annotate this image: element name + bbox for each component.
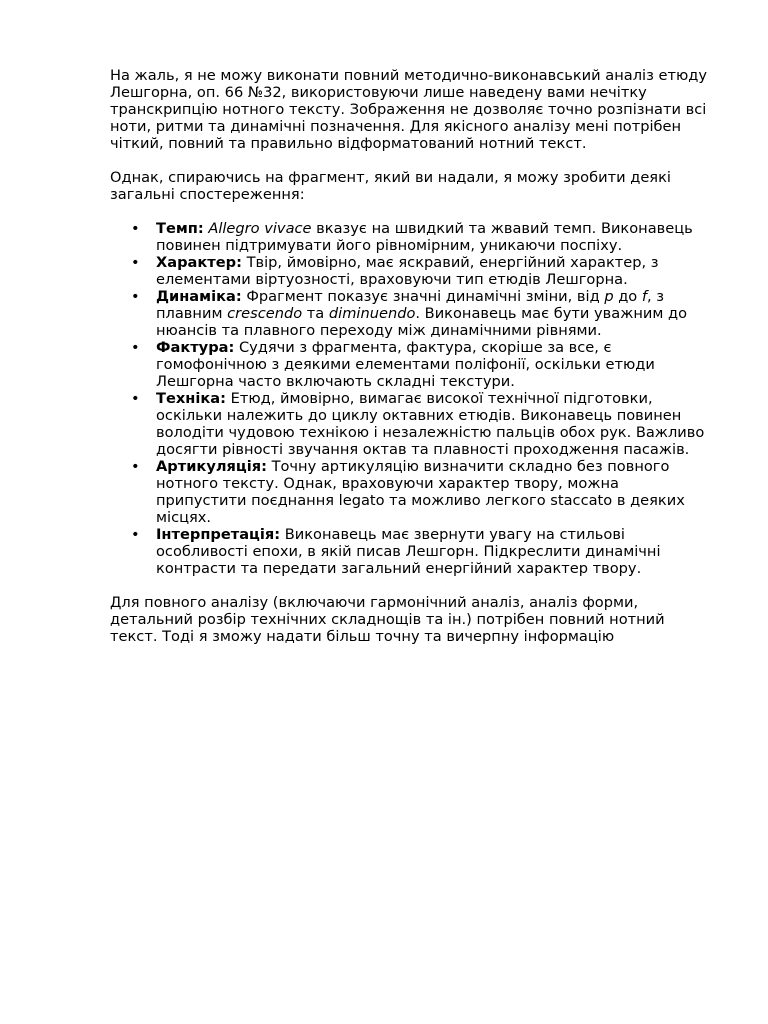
term-label: Темп: <box>156 220 204 237</box>
list-item-character <box>110 254 710 288</box>
item-text: Етюд, ймовірно, вимагає високої технічної підготовки, оскільки належить до циклу октавних етюдів. Виконавець повинен володіти чудовою технікою і незалежністю пальців обох рук. Важливо досягти рівності звучання октав та плавності проходження пасажів. <box>156 390 705 458</box>
item-italic-text: f <box>641 288 648 305</box>
list-item-texture <box>110 339 710 390</box>
item-text: та <box>302 305 329 322</box>
term-label: Артикуляція: <box>156 458 267 475</box>
item-italic-text: Allegro vivace <box>208 220 312 237</box>
outro-paragraph: Для повного аналізу (включаючи гармонічний аналіз, аналіз форми, детальний розбір технічних складнощів та ін.) потрібен повний нотний текст. Тоді я зможу надати більш точну та вичерпну інформацію <box>110 594 665 645</box>
bullet-icon: • <box>131 288 140 305</box>
bullet-icon: • <box>131 526 140 543</box>
list-item-dynamics <box>110 288 710 339</box>
item-text: , з плавним <box>156 288 665 322</box>
item-italic-text: crescendo <box>227 305 303 322</box>
item-text: Фрагмент показує значні динамічні зміни, від <box>241 288 605 305</box>
item-text: . Виконавець має бути уважним до нюансів та плавного переходу між динамічними рівнями. <box>156 305 688 339</box>
observations-list <box>110 220 710 577</box>
lead-paragraph: Однак, спираючись на фрагмент, який ви надали, я можу зробити деякі загальні спостереження: <box>110 169 671 203</box>
bullet-icon: • <box>131 458 140 475</box>
item-italic-text: diminuendo <box>328 305 416 322</box>
bullet-icon: • <box>131 220 140 237</box>
list-item-interpretation <box>110 526 710 577</box>
item-text: Твір, ймовірно, має яскравий, енергійний характер, з елементами віртуозності, враховуючи тип етюдів Лешгорна. <box>156 254 659 288</box>
bullet-icon: • <box>131 254 140 271</box>
item-text: вказує на швидкий та жвавий темп. Виконавець повинен підтримувати його рівномірним, уникаючи поспіху. <box>156 220 693 254</box>
item-text: до <box>613 288 642 305</box>
document-page <box>110 67 710 662</box>
item-text: Судячи з фрагмента, фактура, скоріше за все, є гомофонічною з деякими елементами поліфонії, оскільки етюди Лешгорна часто включають складні текстури. <box>156 339 655 390</box>
bullet-icon: • <box>131 390 140 407</box>
bullet-icon: • <box>131 339 140 356</box>
item-italic-text: p <box>604 288 614 305</box>
term-label: Техніка: <box>156 390 226 407</box>
list-item-articulation <box>110 458 710 526</box>
item-text: Точну артикуляцію визначити складно без повного нотного тексту. Однак, враховуючи характер твору, можна припустити поєднання legato та можливо легкого staccato в деяких місцях. <box>156 458 685 526</box>
term-label: Інтерпретація: <box>156 526 281 543</box>
term-label: Характер: <box>156 254 242 271</box>
item-text: Виконавець має звернути увагу на стильові особливості епохи, в якій писав Лешгорн. Підкреслити динамічні контрасти та передати загальний енергійний характер твору. <box>156 526 661 577</box>
term-label: Динаміка: <box>156 288 242 305</box>
list-item-technique <box>110 390 710 458</box>
list-item-tempo <box>110 220 710 254</box>
intro-paragraph: На жаль, я не можу виконати повний методично-виконавський аналіз етюду Лешгорна, оп. 66 №32, використовуючи лише наведену вами нечітку транскрипцію нотного тексту. Зображення не дозволяє точно розпізнати всі ноти, ритми та динамічні позначення. Для якісного аналізу мені потрібен чіткий, повний та правильно відформатований нотний текст. <box>110 67 707 152</box>
term-label: Фактура: <box>156 339 235 356</box>
